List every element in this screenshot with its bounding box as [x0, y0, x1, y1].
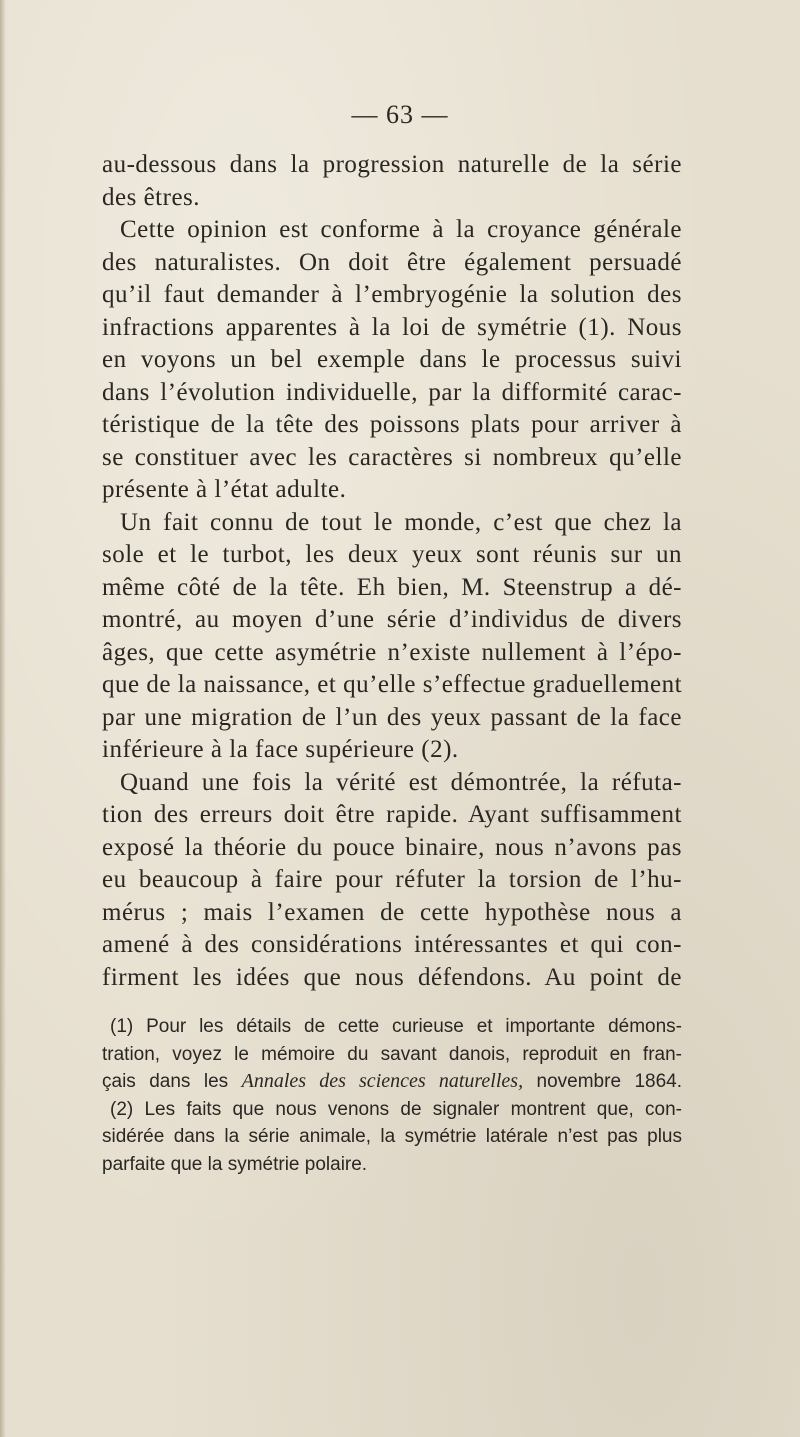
body-text [102, 149, 682, 994]
footnote-1-text: novembre 1864. [523, 1071, 682, 1092]
page-edge-shadow [0, 0, 6, 1437]
text-line: que de la naissance, et qu’elle s’effectue graduellement [102, 671, 683, 698]
text-line: eu beaucoup à faire pour réfuter la torsion de l’hu- [102, 866, 682, 893]
text-line: Quand une fois la vérité est démontrée, la réfuta- [120, 768, 682, 796]
footnotes [102, 1013, 682, 1178]
text-line: inférieure à la face supérieure (2). [102, 736, 459, 763]
text-line: même côté de la tête. Eh bien, M. Steenstrup a dé- [102, 573, 682, 601]
text-line: au-dessous dans la progression naturelle de la série [102, 151, 682, 178]
footnote-1-line: tration, voyez le mémoire du savant danois, reproduit en fran- [102, 1043, 682, 1065]
text-line: dans l’évolution individuelle, par la difformité carac- [102, 378, 682, 406]
text-line: présente à l’état adulte. [102, 476, 347, 503]
text-line: sole et le turbot, les deux yeux sont réunis sur un [102, 541, 682, 568]
footnote-1-line: (1) Pour les détails de cette curieuse et importante démons- [110, 1016, 682, 1037]
text-line: firment les idées que nous défendons. Au point de [102, 963, 682, 991]
text-line: Un fait connu de tout le monde, c’est que chez la [120, 508, 682, 536]
text-line: en voyons un bel exemple dans le processus suivi [102, 346, 682, 373]
text-line: des êtres. [102, 183, 201, 211]
text-line: montré, au moyen d’une série d’individus de divers [102, 606, 682, 633]
text-line: par une migration de l’un des yeux passant de la face [102, 703, 682, 731]
text-line: se constituer avec les caractères si nombreux qu’elle [102, 443, 682, 471]
footnote-2-line: sidérée dans la série animale, la symétrie latérale n’est pas plus [102, 1126, 682, 1147]
text-line: âges, que cette asymétrie n’existe nullement à l’épo- [102, 638, 682, 666]
journal-title: Annales des sciences naturelles, [241, 1070, 524, 1092]
footnote-2-line: (2) Les faits que nous venons de signaler montrent que, con- [110, 1098, 682, 1120]
text-line: amené à des considérations intéressantes et qui con- [102, 931, 682, 958]
text-line: téristique de la tête des poissons plats pour arriver à [102, 411, 682, 438]
text-line: tion des erreurs doit être rapide. Ayant suffisamment [102, 801, 682, 828]
text-line: Cette opinion est conforme à la croyance générale [120, 216, 682, 243]
footnote-1-line [102, 1068, 682, 1096]
text-line: infractions apparentes à la loi de symétrie (1). Nous [102, 313, 682, 341]
text-line: exposé la théorie du pouce binaire, nous n’avons pas [102, 833, 682, 861]
page-number: — 63 — [351, 100, 449, 129]
footnote-1-text: çais dans les [102, 1071, 242, 1092]
text-line: qu’il faut demander à l’embryogénie la solution des [102, 281, 682, 308]
footnote-2-line: parfaite que la symétrie polaire. [102, 1153, 368, 1175]
text-line: mérus ; mais l’examen de cette hypothèse nous a [102, 898, 682, 926]
text-line: des naturalistes. On doit être également persuadé [102, 248, 682, 276]
